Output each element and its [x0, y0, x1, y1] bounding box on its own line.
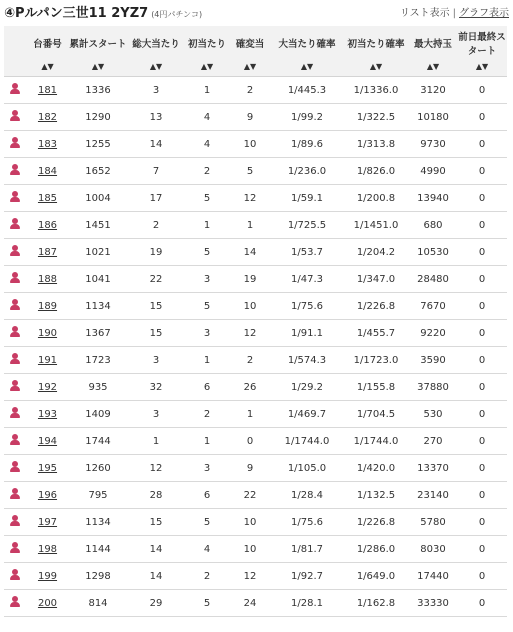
- row-icon-cell: [4, 401, 26, 428]
- first-hits-cell: 3: [185, 455, 229, 482]
- prev-final-start-cell: 0: [457, 428, 507, 455]
- prob-change-cell: 2: [229, 77, 271, 104]
- sort-total-hits[interactable]: ▲▼: [127, 60, 185, 77]
- total-hits-cell: 22: [127, 266, 185, 293]
- row-icon-cell: [4, 320, 26, 347]
- table-row: [4, 212, 507, 239]
- prob-change-cell: 9: [229, 455, 271, 482]
- total-start-cell: 1652: [69, 158, 127, 185]
- max-balls-cell: 3120: [409, 77, 457, 104]
- prev-final-start-cell: 0: [457, 239, 507, 266]
- header-jackpot-rate: 大当たり確率: [271, 26, 343, 60]
- sort-first-rate[interactable]: ▲▼: [343, 60, 409, 77]
- row-icon-cell: [4, 374, 26, 401]
- jackpot-rate-cell: 1/53.7: [271, 239, 343, 266]
- prev-final-start-cell: 0: [457, 563, 507, 590]
- jackpot-rate-cell: 1/75.6: [271, 509, 343, 536]
- prev-final-start-cell: 0: [457, 104, 507, 131]
- machine-number-cell: [26, 509, 69, 536]
- table-row: [4, 590, 507, 617]
- prev-final-start-cell: 0: [457, 77, 507, 104]
- user-icon: [10, 299, 20, 310]
- prob-change-cell: 19: [229, 266, 271, 293]
- user-icon: [10, 191, 20, 202]
- table-row: [4, 536, 507, 563]
- prev-final-start-cell: 0: [457, 185, 507, 212]
- first-rate-cell: 1/286.0: [343, 536, 409, 563]
- prob-change-cell: 10: [229, 131, 271, 158]
- first-hits-cell: 2: [185, 158, 229, 185]
- machine-number-cell: [26, 104, 69, 131]
- total-start-cell: 1723: [69, 347, 127, 374]
- row-icon-cell: [4, 509, 26, 536]
- user-icon: [10, 326, 20, 337]
- table-row: [4, 239, 507, 266]
- first-rate-cell: 1/322.5: [343, 104, 409, 131]
- sort-prev-final-start[interactable]: ▲▼: [457, 60, 507, 77]
- max-balls-cell: 23140: [409, 482, 457, 509]
- table-row: [4, 104, 507, 131]
- row-icon-cell: [4, 131, 26, 158]
- table-row: [4, 374, 507, 401]
- total-start-cell: 935: [69, 374, 127, 401]
- prob-change-cell: 1: [229, 401, 271, 428]
- first-rate-cell: 1/420.0: [343, 455, 409, 482]
- first-hits-cell: 4: [185, 131, 229, 158]
- table-row: [4, 509, 507, 536]
- table-row: [4, 77, 507, 104]
- user-icon: [10, 272, 20, 283]
- machine-number-link[interactable]: 190: [37, 327, 58, 339]
- total-hits-cell: 3: [127, 77, 185, 104]
- total-start-cell: 1021: [69, 239, 127, 266]
- first-hits-cell: 5: [185, 509, 229, 536]
- header-first-rate: 初当たり確率: [343, 26, 409, 60]
- machine-number-link[interactable]: 200: [37, 597, 58, 609]
- machine-number-cell: [26, 428, 69, 455]
- sort-total-start[interactable]: ▲▼: [69, 60, 127, 77]
- total-hits-cell: 2: [127, 212, 185, 239]
- header-machine: 台番号: [26, 26, 69, 60]
- table-row: [4, 563, 507, 590]
- machine-number-link[interactable]: 194: [37, 435, 58, 447]
- machine-number-link[interactable]: 198: [37, 543, 58, 555]
- jackpot-rate-cell: 1/81.7: [271, 536, 343, 563]
- total-hits-cell: 14: [127, 536, 185, 563]
- user-icon: [10, 461, 20, 472]
- total-hits-cell: 28: [127, 482, 185, 509]
- prob-change-cell: 2: [229, 347, 271, 374]
- user-icon: [10, 569, 20, 580]
- machine-number-link[interactable]: 183: [37, 138, 58, 150]
- machine-number-cell: [26, 536, 69, 563]
- prev-final-start-cell: 0: [457, 212, 507, 239]
- max-balls-cell: 8030: [409, 536, 457, 563]
- first-hits-cell: 5: [185, 239, 229, 266]
- machine-number-cell: [26, 590, 69, 617]
- first-rate-cell: 1/826.0: [343, 158, 409, 185]
- row-icon-cell: [4, 239, 26, 266]
- table-row: [4, 482, 507, 509]
- total-hits-cell: 1: [127, 428, 185, 455]
- total-hits-cell: 15: [127, 320, 185, 347]
- first-hits-cell: 5: [185, 590, 229, 617]
- prob-change-cell: 5: [229, 158, 271, 185]
- machine-number-link[interactable]: 187: [37, 246, 58, 258]
- prob-change-cell: 12: [229, 185, 271, 212]
- prob-change-cell: 26: [229, 374, 271, 401]
- first-rate-cell: 1/132.5: [343, 482, 409, 509]
- first-rate-cell: 1/1336.0: [343, 77, 409, 104]
- jackpot-rate-cell: 1/469.7: [271, 401, 343, 428]
- row-icon-cell: [4, 77, 26, 104]
- row-icon-cell: [4, 428, 26, 455]
- prev-final-start-cell: 0: [457, 158, 507, 185]
- first-hits-cell: 4: [185, 104, 229, 131]
- first-rate-cell: 1/162.8: [343, 590, 409, 617]
- machine-number-link[interactable]: 188: [37, 273, 58, 285]
- prob-change-cell: 10: [229, 293, 271, 320]
- jackpot-rate-cell: 1/445.3: [271, 77, 343, 104]
- machine-number-link[interactable]: 189: [37, 300, 58, 312]
- prob-change-cell: 24: [229, 590, 271, 617]
- max-balls-cell: 680: [409, 212, 457, 239]
- prev-final-start-cell: 0: [457, 374, 507, 401]
- jackpot-rate-cell: 1/47.3: [271, 266, 343, 293]
- user-icon: [10, 407, 20, 418]
- user-icon: [10, 353, 20, 364]
- user-icon: [10, 83, 20, 94]
- max-balls-cell: 28480: [409, 266, 457, 293]
- max-balls-cell: 9730: [409, 131, 457, 158]
- total-start-cell: 1255: [69, 131, 127, 158]
- header-row: [4, 26, 507, 60]
- row-icon-cell: [4, 590, 26, 617]
- sort-icon-cell: [4, 60, 26, 77]
- total-hits-cell: 13: [127, 104, 185, 131]
- max-balls-cell: 270: [409, 428, 457, 455]
- total-hits-cell: 32: [127, 374, 185, 401]
- machine-number-cell: [26, 347, 69, 374]
- sort-first-hits[interactable]: ▲▼: [185, 60, 229, 77]
- jackpot-rate-cell: 1/105.0: [271, 455, 343, 482]
- jackpot-rate-cell: 1/91.1: [271, 320, 343, 347]
- machine-number-cell: [26, 482, 69, 509]
- row-icon-cell: [4, 563, 26, 590]
- jackpot-rate-cell: 1/29.2: [271, 374, 343, 401]
- total-start-cell: 1290: [69, 104, 127, 131]
- prev-final-start-cell: 0: [457, 131, 507, 158]
- jackpot-rate-cell: 1/99.2: [271, 104, 343, 131]
- total-start-cell: 795: [69, 482, 127, 509]
- page-title: [4, 2, 202, 21]
- total-start-cell: 1260: [69, 455, 127, 482]
- first-hits-cell: 5: [185, 293, 229, 320]
- total-hits-cell: 7: [127, 158, 185, 185]
- user-icon: [10, 245, 20, 256]
- user-icon: [10, 434, 20, 445]
- first-hits-cell: 1: [185, 428, 229, 455]
- prob-change-cell: 14: [229, 239, 271, 266]
- max-balls-cell: 7670: [409, 293, 457, 320]
- machine-number-link[interactable]: 192: [37, 381, 58, 393]
- table-row: [4, 158, 507, 185]
- machine-number-link[interactable]: 181: [37, 84, 58, 96]
- first-rate-cell: 1/704.5: [343, 401, 409, 428]
- user-icon: [10, 164, 20, 175]
- view-links: [400, 4, 509, 19]
- machine-number-cell: [26, 212, 69, 239]
- first-hits-cell: 1: [185, 347, 229, 374]
- row-icon-cell: [4, 347, 26, 374]
- header-first-hits: 初当たり: [185, 26, 229, 60]
- max-balls-cell: 17440: [409, 563, 457, 590]
- user-icon: [10, 218, 20, 229]
- list-view-link[interactable]: リスト表示: [399, 8, 450, 19]
- total-hits-cell: 19: [127, 239, 185, 266]
- total-start-cell: 1744: [69, 428, 127, 455]
- total-start-cell: 1134: [69, 293, 127, 320]
- machine-data-table: [4, 26, 507, 617]
- row-icon-cell: [4, 536, 26, 563]
- table-row: [4, 266, 507, 293]
- machine-number-cell: [26, 401, 69, 428]
- machine-number-link[interactable]: 182: [37, 111, 58, 123]
- sort-row: [4, 60, 507, 77]
- header-prob-change: 確変当: [229, 26, 271, 60]
- jackpot-rate-cell: 1/28.4: [271, 482, 343, 509]
- total-hits-cell: 3: [127, 401, 185, 428]
- machine-number-link[interactable]: 191: [37, 354, 58, 366]
- sort-machine[interactable]: ▲▼: [26, 60, 69, 77]
- user-icon: [10, 380, 20, 391]
- sort-prob-change[interactable]: ▲▼: [229, 60, 271, 77]
- machine-number-link[interactable]: 196: [37, 489, 58, 501]
- total-start-cell: 1409: [69, 401, 127, 428]
- first-hits-cell: 1: [185, 212, 229, 239]
- user-icon: [10, 515, 20, 526]
- sort-max-balls[interactable]: ▲▼: [409, 60, 457, 77]
- max-balls-cell: 10180: [409, 104, 457, 131]
- max-balls-cell: 530: [409, 401, 457, 428]
- first-rate-cell: 1/200.8: [343, 185, 409, 212]
- total-hits-cell: 17: [127, 185, 185, 212]
- prev-final-start-cell: 0: [457, 266, 507, 293]
- prev-final-start-cell: 0: [457, 320, 507, 347]
- table-row: [4, 293, 507, 320]
- total-hits-cell: 14: [127, 131, 185, 158]
- machine-number-link[interactable]: 195: [37, 462, 58, 474]
- machine-number-cell: [26, 185, 69, 212]
- machine-number-link[interactable]: 193: [37, 408, 58, 420]
- first-rate-cell: 1/226.8: [343, 293, 409, 320]
- max-balls-cell: 4990: [409, 158, 457, 185]
- total-start-cell: 1367: [69, 320, 127, 347]
- first-hits-cell: 6: [185, 374, 229, 401]
- machine-number-link[interactable]: 199: [37, 570, 58, 582]
- jackpot-rate-cell: 1/59.1: [271, 185, 343, 212]
- first-hits-cell: 2: [185, 401, 229, 428]
- row-icon-cell: [4, 104, 26, 131]
- machine-number-link[interactable]: 197: [37, 516, 58, 528]
- first-hits-cell: 3: [185, 266, 229, 293]
- jackpot-rate-cell: 1/28.1: [271, 590, 343, 617]
- max-balls-cell: 33330: [409, 590, 457, 617]
- prob-change-cell: 10: [229, 536, 271, 563]
- total-hits-cell: 12: [127, 455, 185, 482]
- first-rate-cell: 1/347.0: [343, 266, 409, 293]
- page-header: [0, 0, 513, 22]
- first-rate-cell: 1/1723.0: [343, 347, 409, 374]
- total-hits-cell: 29: [127, 590, 185, 617]
- first-hits-cell: 2: [185, 563, 229, 590]
- header-max-balls: 最大持玉: [409, 26, 457, 60]
- table-row: [4, 347, 507, 374]
- row-icon-cell: [4, 455, 26, 482]
- prev-final-start-cell: 0: [457, 509, 507, 536]
- total-start-cell: 1298: [69, 563, 127, 590]
- user-icon: [10, 542, 20, 553]
- row-icon-cell: [4, 293, 26, 320]
- max-balls-cell: 5780: [409, 509, 457, 536]
- prob-change-cell: 0: [229, 428, 271, 455]
- total-start-cell: 1336: [69, 77, 127, 104]
- table-row: [4, 455, 507, 482]
- sort-jackpot-rate[interactable]: ▲▼: [271, 60, 343, 77]
- machine-number-link[interactable]: 185: [37, 192, 58, 204]
- row-icon-cell: [4, 266, 26, 293]
- jackpot-rate-cell: 1/236.0: [271, 158, 343, 185]
- first-rate-cell: 1/1451.0: [343, 212, 409, 239]
- total-hits-cell: 15: [127, 293, 185, 320]
- machine-number-cell: [26, 320, 69, 347]
- jackpot-rate-cell: 1/92.7: [271, 563, 343, 590]
- prev-final-start-cell: 0: [457, 590, 507, 617]
- row-icon-cell: [4, 212, 26, 239]
- machine-number-cell: [26, 77, 69, 104]
- prob-change-cell: 22: [229, 482, 271, 509]
- machine-title: ④Pルパン三世11 2YZ7: [4, 6, 149, 21]
- row-icon-cell: [4, 185, 26, 212]
- max-balls-cell: 3590: [409, 347, 457, 374]
- row-icon-cell: [4, 158, 26, 185]
- max-balls-cell: 10530: [409, 239, 457, 266]
- header-total-start: 累計スタート: [69, 26, 127, 60]
- prev-final-start-cell: 0: [457, 293, 507, 320]
- user-icon: [10, 137, 20, 148]
- jackpot-rate-cell: 1/1744.0: [271, 428, 343, 455]
- link-separator: |: [452, 8, 456, 19]
- total-start-cell: 814: [69, 590, 127, 617]
- first-rate-cell: 1/313.8: [343, 131, 409, 158]
- table-row: [4, 401, 507, 428]
- total-start-cell: 1134: [69, 509, 127, 536]
- machine-number-cell: [26, 563, 69, 590]
- total-hits-cell: 3: [127, 347, 185, 374]
- jackpot-rate-cell: 1/574.3: [271, 347, 343, 374]
- first-rate-cell: 1/1744.0: [343, 428, 409, 455]
- total-start-cell: 1451: [69, 212, 127, 239]
- max-balls-cell: 13370: [409, 455, 457, 482]
- first-hits-cell: 4: [185, 536, 229, 563]
- first-hits-cell: 6: [185, 482, 229, 509]
- machine-number-cell: [26, 158, 69, 185]
- first-hits-cell: 1: [185, 77, 229, 104]
- prev-final-start-cell: 0: [457, 482, 507, 509]
- machine-number-cell: [26, 293, 69, 320]
- user-icon: [10, 110, 20, 121]
- machine-number-link[interactable]: 184: [37, 165, 58, 177]
- prob-change-cell: 12: [229, 563, 271, 590]
- prev-final-start-cell: 0: [457, 401, 507, 428]
- total-start-cell: 1041: [69, 266, 127, 293]
- table-row: [4, 320, 507, 347]
- jackpot-rate-cell: 1/75.6: [271, 293, 343, 320]
- total-hits-cell: 14: [127, 563, 185, 590]
- table-body: [4, 77, 507, 617]
- table-row: [4, 428, 507, 455]
- first-rate-cell: 1/455.7: [343, 320, 409, 347]
- prob-change-cell: 10: [229, 509, 271, 536]
- machine-number-cell: [26, 131, 69, 158]
- max-balls-cell: 13940: [409, 185, 457, 212]
- machine-number-cell: [26, 266, 69, 293]
- total-start-cell: 1144: [69, 536, 127, 563]
- first-rate-cell: 1/204.2: [343, 239, 409, 266]
- first-rate-cell: 1/155.8: [343, 374, 409, 401]
- first-hits-cell: 3: [185, 320, 229, 347]
- max-balls-cell: 37880: [409, 374, 457, 401]
- header-icon-cell: [4, 26, 26, 60]
- prob-change-cell: 12: [229, 320, 271, 347]
- prob-change-cell: 9: [229, 104, 271, 131]
- machine-number-cell: [26, 239, 69, 266]
- first-rate-cell: 1/226.8: [343, 509, 409, 536]
- machine-subtitle: (4円パチンコ): [151, 10, 203, 19]
- table-row: [4, 131, 507, 158]
- user-icon: [10, 596, 20, 607]
- total-hits-cell: 15: [127, 509, 185, 536]
- header-total-hits: 総大当たり: [127, 26, 185, 60]
- prev-final-start-cell: 0: [457, 536, 507, 563]
- first-rate-cell: 1/649.0: [343, 563, 409, 590]
- table-row: [4, 185, 507, 212]
- prev-final-start-cell: 0: [457, 455, 507, 482]
- user-icon: [10, 488, 20, 499]
- total-start-cell: 1004: [69, 185, 127, 212]
- row-icon-cell: [4, 482, 26, 509]
- jackpot-rate-cell: 1/89.6: [271, 131, 343, 158]
- first-hits-cell: 5: [185, 185, 229, 212]
- jackpot-rate-cell: 1/725.5: [271, 212, 343, 239]
- machine-number-link[interactable]: 186: [37, 219, 58, 231]
- prob-change-cell: 1: [229, 212, 271, 239]
- prev-final-start-cell: 0: [457, 347, 507, 374]
- machine-number-cell: [26, 455, 69, 482]
- graph-view-link[interactable]: グラフ表示: [459, 8, 509, 19]
- header-prev-final-start: 前日最終スタート: [457, 26, 507, 60]
- machine-number-cell: [26, 374, 69, 401]
- max-balls-cell: 9220: [409, 320, 457, 347]
